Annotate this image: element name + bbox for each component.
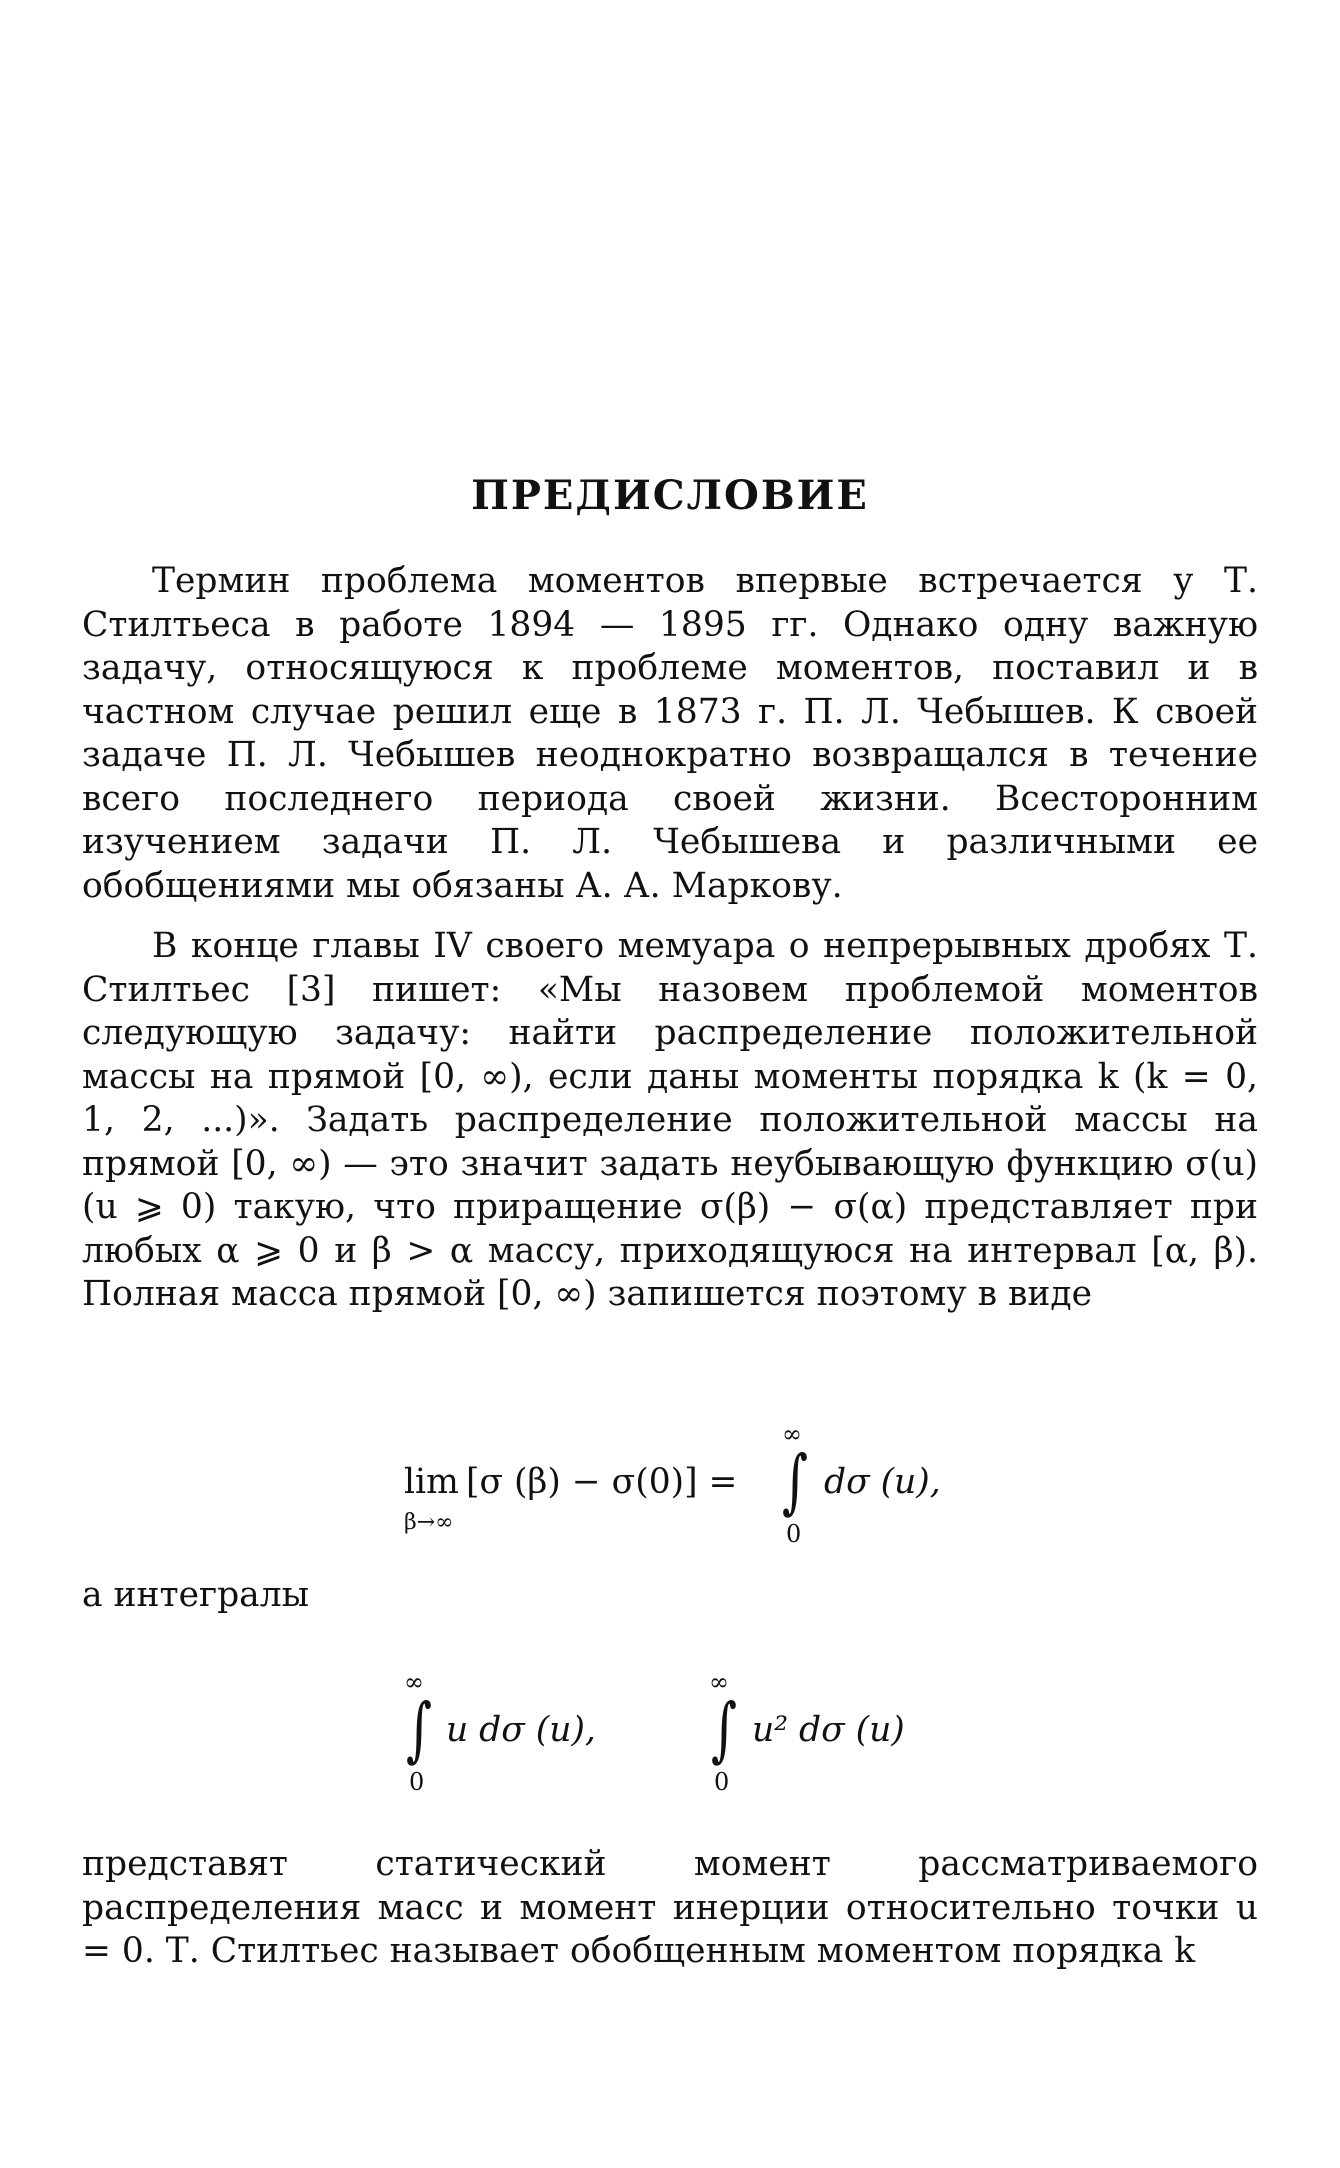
paragraph-2 — [82, 925, 1258, 1317]
integral-lower-limit: 0 — [786, 1520, 802, 1548]
integrand-b: u² dσ (u) — [752, 1710, 905, 1750]
integral-a-lower-limit: 0 — [409, 1768, 425, 1796]
formula-total-mass — [404, 1420, 984, 1550]
integral-a-upper-limit: ∞ — [404, 1668, 424, 1696]
paragraph-2-text: В конце главы IV своего мемуара о непрерывных дробях Т. Стилтьес [3] пишет: «Мы назовем проблемой моментов следующую задачу: найти распределение положительной массы на прямой [0, ∞), если даны моменты порядка k (k = 0, 1, 2, ...)». Задать распределение положительной массы на прямой [0, ∞) — это значит задать неубывающую функцию σ(u) (u ⩾ 0) такую, что приращение σ(β) − σ(α) представляет при любых α ⩾ 0 и β > α массу, приходящуюся на интервал [α, β). Полная масса прямой [0, ∞) запишется поэтому в виде — [82, 926, 1258, 1314]
page-title: ПРЕДИСЛОВИЕ — [471, 472, 869, 519]
formula-moments — [404, 1668, 944, 1798]
paragraph-3 — [82, 1843, 1258, 1974]
integral-sign: ∫ — [782, 1440, 809, 1522]
connecting-text: а интегралы — [82, 1575, 310, 1615]
paragraph-3-text: представят статический момент рассматриваемого распределения масс и момент инерции относительно точки u = 0. Т. Стилтьес называет обобщенным моментом порядка k — [82, 1844, 1258, 1971]
integral-b-sign: ∫ — [711, 1688, 738, 1770]
limit-operator: lim — [404, 1462, 459, 1502]
paragraph-1 — [82, 560, 1258, 908]
limit-subscript: β→∞ — [404, 1510, 454, 1535]
paragraph-1-text: Термин проблема моментов впервые встречается у Т. Стилтьеса в работе 1894 — 1895 гг. Однако одну важную задачу, относящуюся к проблеме моментов, поставил и в частном случае решил еще в 1873 г. П. Л. Чебышев. К своей задаче П. Л. Чебышев неоднократно возвращался в течение всего последнего периода своей жизни. Всесторонним изучением задачи П. Л. Чебышева и различными ее обобщениями мы обязаны А. А. Маркову. — [82, 561, 1258, 906]
integral-upper-limit: ∞ — [782, 1420, 802, 1448]
integrand-a: u dσ (u), — [446, 1710, 596, 1750]
integrand: dσ (u), — [824, 1462, 941, 1502]
integral-a-sign: ∫ — [406, 1688, 433, 1770]
integral-b-lower-limit: 0 — [714, 1768, 730, 1796]
limit-expression: [σ (β) − σ(0)] = — [466, 1462, 738, 1502]
integral-b-upper-limit: ∞ — [709, 1668, 729, 1696]
